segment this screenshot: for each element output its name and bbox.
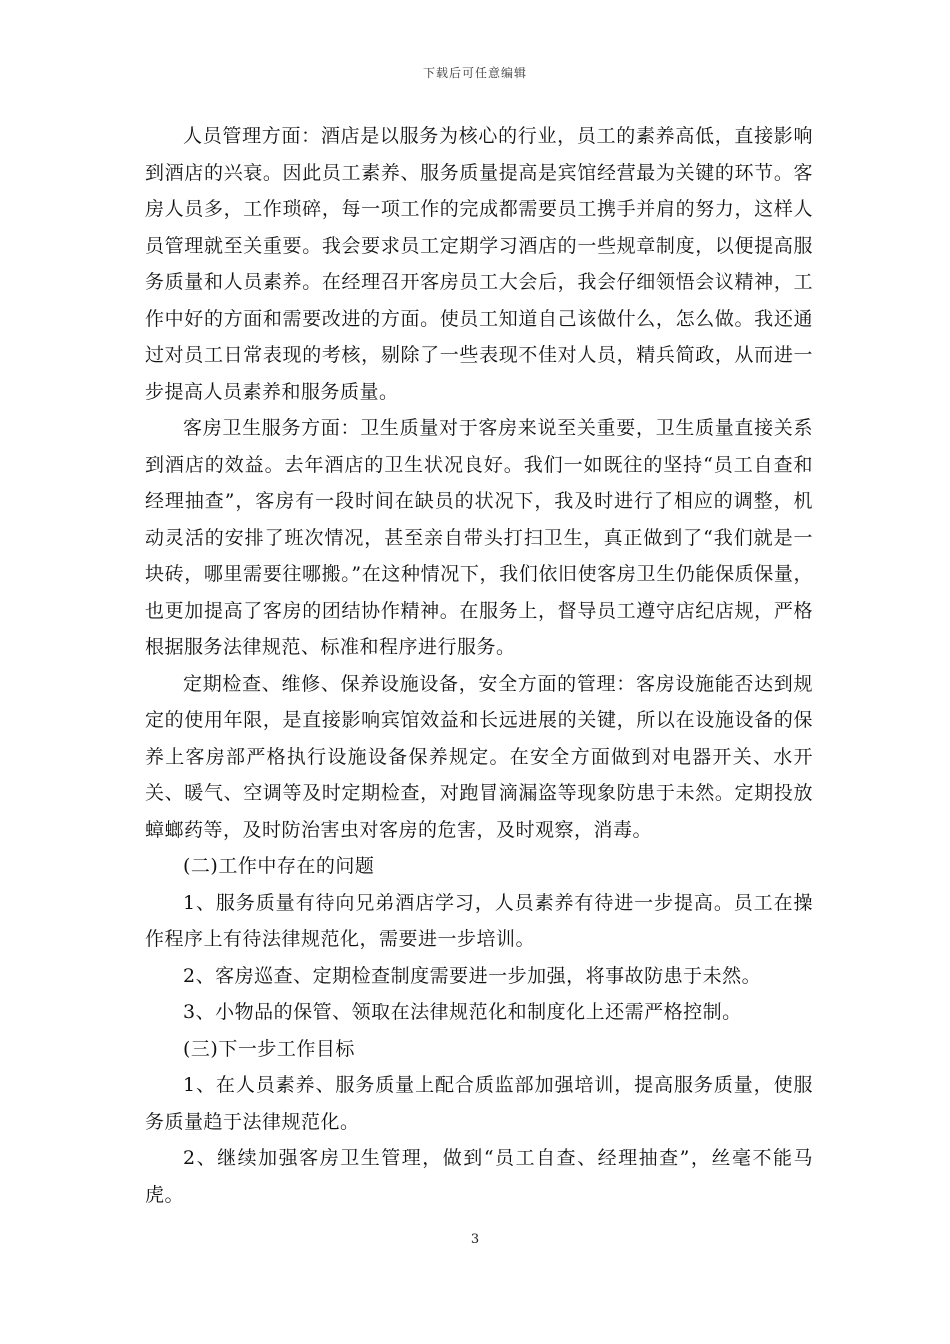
section-heading-problems: (二)工作中存在的问题 (183, 855, 375, 877)
paragraph-personnel-management: 人员管理方面：酒店是以服务为核心的行业，员工的素养高低，直接影响到酒店的兴衰。因此员工素养、服务质量提高是宾馆经营最为关键的环节。客房人员多，工作琐碎，每一项工作的完成都需要员工携手并肩的努力，这样人员管理就至关重要。我会要求员工定期学习酒店的一些规章制度，以便提高服务质量和人员素养。在经理召开客房员工大会后，我会仔细领悟会议精神，工作中好的方面和需要改进的方面。使员工知道自己该做什么，怎么做。我还通过对员工日常表现的考核，剔除了一些表现不佳对人员，精兵简政，从而进一步提高人员素养和服务质量。 (145, 125, 813, 403)
section-heading-goals: (三)下一步工作目标 (183, 1037, 355, 1060)
paragraph-room-hygiene: 客房卫生服务方面：卫生质量对于客房来说至关重要，卫生质量直接关系到酒店的效益。去年酒店的卫生状况良好。我们一如既往的坚持“员工自查和经理抽查”，客房有一段时间在缺员的状况下，我及时进行了相应的调整，机动灵活的安排了班次情况，甚至亲自带头打扫卫生，真正做到了“我们就是一块砖，哪里需要往哪搬。”在这种情况下，我们依旧使客房卫生仍能保质保量，也更加提高了客房的团结协作精神。在服务上，督导员工遵守店纪店规，严格根据服务法律规范、标准和程序进行服务。 (145, 417, 813, 658)
page-number: 3 (470, 1232, 480, 1247)
document-body (145, 118, 813, 1213)
paragraph-facility-maintenance: 定期检查、维修、保养设施设备，安全方面的管理：客房设施能否达到规定的使用年限，是直接影响宾馆效益和长远进展的关键，所以在设施设备的保养上客房部严格执行设施设备保养规定。在安全方面做到对电器开关、水开关、暖气、空调等及时定期检查，对跑冒滴漏盗等现象防患于未然。定期投放蟑螂药等，及时防治害虫对客房的危害，及时观察，消毒。 (145, 672, 813, 841)
list-item-problem-3: 3、小物品的保管、领取在法律规范化和制度化上还需严格控制。 (183, 1001, 742, 1023)
list-item-problem-2: 2、客房巡查、定期检查制度需要进一步加强，将事故防患于未然。 (183, 964, 762, 987)
list-item-goal-2: 2、继续加强客房卫生管理，做到“员工自查、经理抽查”，丝毫不能马虎。 (145, 1147, 813, 1206)
list-item-problem-1: 1、服务质量有待向兄弟酒店学习，人员素养有待进一步提高。员工在操作程序上有待法律规范化，需要进一步培训。 (145, 891, 813, 950)
list-item-goal-1: 1、在人员素养、服务质量上配合质监部加强培训，提高服务质量，使服务质量趋于法律规范化。 (145, 1074, 813, 1133)
page-header: 下载后可任意编辑 (422, 66, 527, 80)
